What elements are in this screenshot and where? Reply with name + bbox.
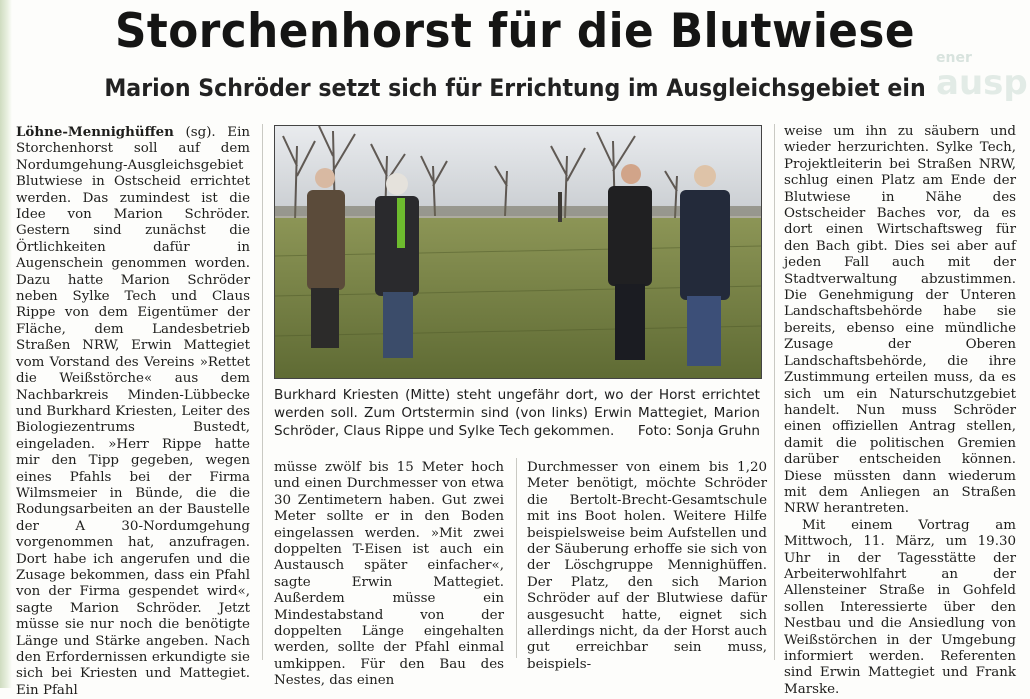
- meadow-photo-illustration: [275, 126, 761, 378]
- photo-caption: [274, 386, 760, 450]
- ghost-text: ener: [936, 50, 972, 66]
- column-divider: [262, 124, 263, 660]
- photo-credit: Foto: Sonja Gruhn: [637, 423, 760, 439]
- column-divider: [516, 458, 517, 658]
- article-column-4: [784, 124, 1016, 697]
- dateline: Löhne-Mennighüffen: [16, 124, 174, 140]
- column-1-text: (sg). Ein Storchenhorst soll auf dem Nordumgehung-Ausgleichsgebiet Blutwiese in Ostscheid errichtet werden. Das zumindest ist die Idee von Marion Schröder. Gestern sind zunächst die Örtlichkeiten dafür in Augenschein genommen worden. Dazu hatte Marion Schröder neben Sylke Tech und Claus Rippe von dem Eigentümer der Fläche, dem Landesbetrieb Straßen NRW, Erwin Mattegiet vom Vorstand des Vereins »Rettet die Weißstörche« aus dem Nachbarkreis Minden-Lübbecke und Burkhard Kriesten, Leiter des Biologiezentrums Bustedt, eingeladen. »Herr Rippe hatte mir den Tipp gegeben, wegen eines Pfahls bei der Firma Wilmsmeier in Bünde, die die Rodungsarbeiten an der Baustelle der A 30-Nordumgehung vorgenommen hat, anzufragen. Dort habe ich angerufen und die Zusage bekommen, dass ein Pfahl von der Firma gespendet wird«, sagte Marion Schröder. Jetzt müsse sie nur noch die benötigte Länge und Stärke angeben. Nach den Erfordernissen erkundigte sie sich bei Kriesten und Mattegiet. Ein Pfahl: [16, 125, 250, 698]
- column-4-text-a: weise um ihn zu säubern und wieder herzurichten. Sylke Tech, Projektleiterin bei Straßen NRW, schlug einen Platz am Ende der Blutwiese in Nähe des Ostscheider Baches vor, da es dort einen Wirtschaftsweg für den Bach gibt. Dies sei aber auf jeden Fall auch mit der Stadtverwaltung abzustimmen. Die Genehmigung der Unteren Landschaftsbehörde habe sie bereits, ebenso eine mündliche Zusage der Oberen Landschaftsbehörde, die ihre Zustimmung erteilen muss, da es sich um ein Naturschutzgebiet handelt. Nun muss Schröder einen offiziellen Antrag stellen, damit die politischen Gremien darüber entscheiden können. Diese müssten dann wiederum mit dem Anliegen an Straßen NRW herantreten.: [784, 124, 1016, 517]
- ghost-word: ausp: [936, 63, 1028, 103]
- column-4-text-b: Mit einem Vortrag am Mittwoch, 11. März, um 19.30 Uhr in der Tagesstätte der Arbeiterwohlfahrt an der Allensteiner Straße in Gohfeld sollen Interessierte über den Nestbau und die Ansiedlung von Weißstörchen in der Umgebung informiert werden. Referenten sind Erwin Mattegiet und Frank Marske.: [784, 517, 1016, 697]
- column-divider: [774, 124, 775, 660]
- article-column-3: [527, 460, 767, 672]
- article-column-1: [16, 124, 250, 698]
- article-photo: [274, 125, 762, 379]
- headline: Storchenhorst für die Blutwiese: [114, 4, 916, 59]
- column-2-text: müsse zwölf bis 15 Meter hoch und einen Durchmesser von etwa 30 Zentimetern haben. Gut zwei Meter sollte er in den Boden eingelassen werden. »Mit zwei doppelten T-Eisen ist auch ein Austausch später einfacher«, sagte Erwin Mattegiet. Außerdem müsse ein Mindestabstand von der doppelten Länge eingehalten werden, sollte der Pfahl einmal umkippen. Für den Bau des Nestes, das einen: [274, 460, 504, 689]
- caption-text: Burkhard Kriesten (Mitte) steht ungefähr dort, wo der Horst errichtet werden soll. Zum Ortstermin sind (von links) Erwin Mattegiet, Marion Schröder, Claus Rippe und Sylke Tech gekommen.: [274, 387, 760, 439]
- column-3-text: Durchmesser von einem bis 1,20 Meter benötigt, möchte Schröder die Bertolt-Brecht-Gesamtschule mit ins Boot holen. Weitere Hilfe beispielsweise beim Aufstellen und der Säuberung erhoffe sie sich von der Löschgruppe Mennighüffen. Der Platz, den sich Marion Schröder auf der Blutwiese dafür ausgesucht hatte, eignet sich allerdings nicht, da der Horst auch gut erreichbar sein muss, beispiels-: [527, 460, 767, 672]
- page-edge-strip: [0, 0, 12, 688]
- subheadline: Marion Schröder setzt sich für Errichtung im Ausgleichsgebiet ein: [104, 74, 926, 102]
- article-column-2: [274, 460, 504, 689]
